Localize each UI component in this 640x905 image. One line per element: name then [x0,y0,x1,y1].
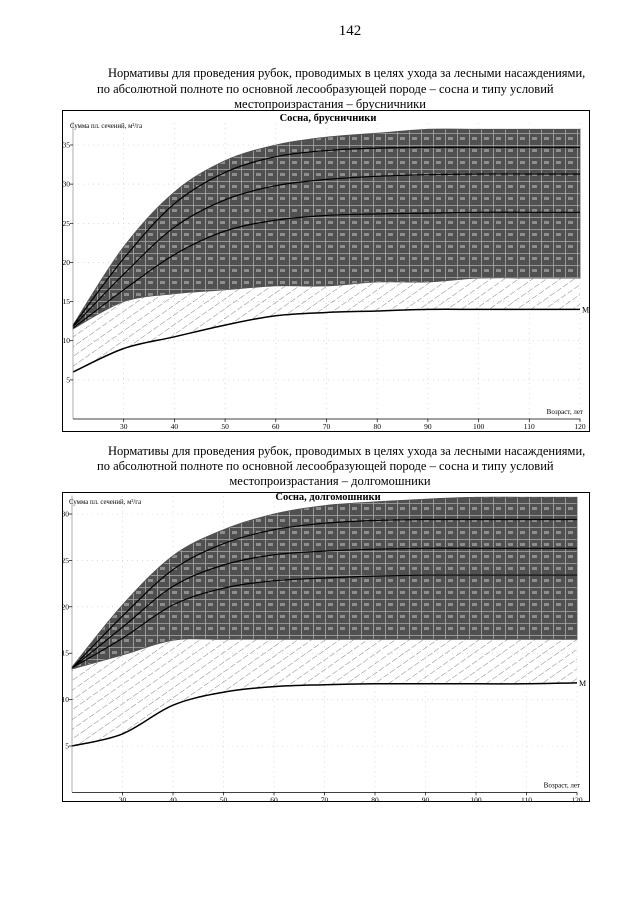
chart-sosna-brusnichniki [62,110,590,432]
m-label: M [579,678,587,688]
chart-plot [62,492,590,802]
y-tick-label: 30 [62,179,70,189]
x-tick-label: 90 [424,422,432,431]
x-tick-label: 100 [472,422,485,431]
y-axis-label: Сумма пл. сечений, м²/га [70,123,143,130]
caption-2-line-2: по абсолютной полноте по основной лесообразующей породе – сосна и типу условий [97,459,554,473]
y-tick-label: 5 [65,741,69,751]
x-tick-label: 40 [170,422,179,431]
y-tick-label: 25 [62,555,69,565]
y-tick-label: 15 [62,297,70,307]
x-tick-label: 120 [574,422,586,431]
x-tick-label: 60 [272,422,280,431]
x-tick-label: 70 [320,795,329,802]
y-tick-label: 10 [62,336,70,346]
chart-plot [62,110,590,432]
y-tick-label: 15 [62,648,69,658]
caption-1-line-3: местопроизрастания – брусничники [234,97,426,111]
chart-sosna-dolgomoshniki [62,492,590,802]
x-tick-label: 80 [371,795,379,802]
y-tick-label: 10 [62,695,69,705]
caption-1-line-2: по абсолютной полноте по основной лесообразующей породе – сосна и типу условий [97,82,554,96]
caption-1-line-1: Нормативы для проведения рубок, проводимых в целях ухода за лесными насаждениями, [108,66,586,80]
m-label: M [582,305,590,315]
x-tick-label: 110 [521,795,532,802]
chart-title: Сосна, долгомошники [275,492,381,503]
x-tick-label: 110 [523,422,535,431]
x-tick-label: 60 [270,795,278,802]
x-tick-label: 90 [421,795,430,802]
y-tick-label: 30 [62,509,69,519]
x-tick-label: 100 [470,795,482,802]
x-tick-label: 70 [322,422,331,431]
y-tick-label: 20 [62,602,69,612]
x-tick-label: 30 [119,422,128,431]
y-tick-label: 20 [62,257,70,267]
x-tick-label: 40 [169,795,177,802]
page-number: 142 [338,23,362,39]
x-axis-label: Возраст, лет [546,408,583,416]
y-tick-label: 25 [62,218,70,228]
y-tick-label: 5 [66,375,70,385]
caption-2-line-1: Нормативы для проведения рубок, проводимых в целях ухода за лесными насаждениями, [108,444,586,458]
x-tick-label: 50 [221,422,229,431]
chart-title: Сосна, брусничники [279,113,377,124]
x-tick-label: 30 [118,795,127,802]
caption-2-line-3: местопроизрастания – долгомошники [229,474,431,488]
x-tick-label: 50 [219,795,228,802]
x-axis-label: Возраст, лет [543,781,580,790]
y-axis-label: Сумма пл. сечений, м²/га [69,499,142,506]
x-tick-label: 120 [571,795,583,802]
y-tick-label: 35 [62,140,70,150]
x-tick-label: 80 [373,422,381,431]
